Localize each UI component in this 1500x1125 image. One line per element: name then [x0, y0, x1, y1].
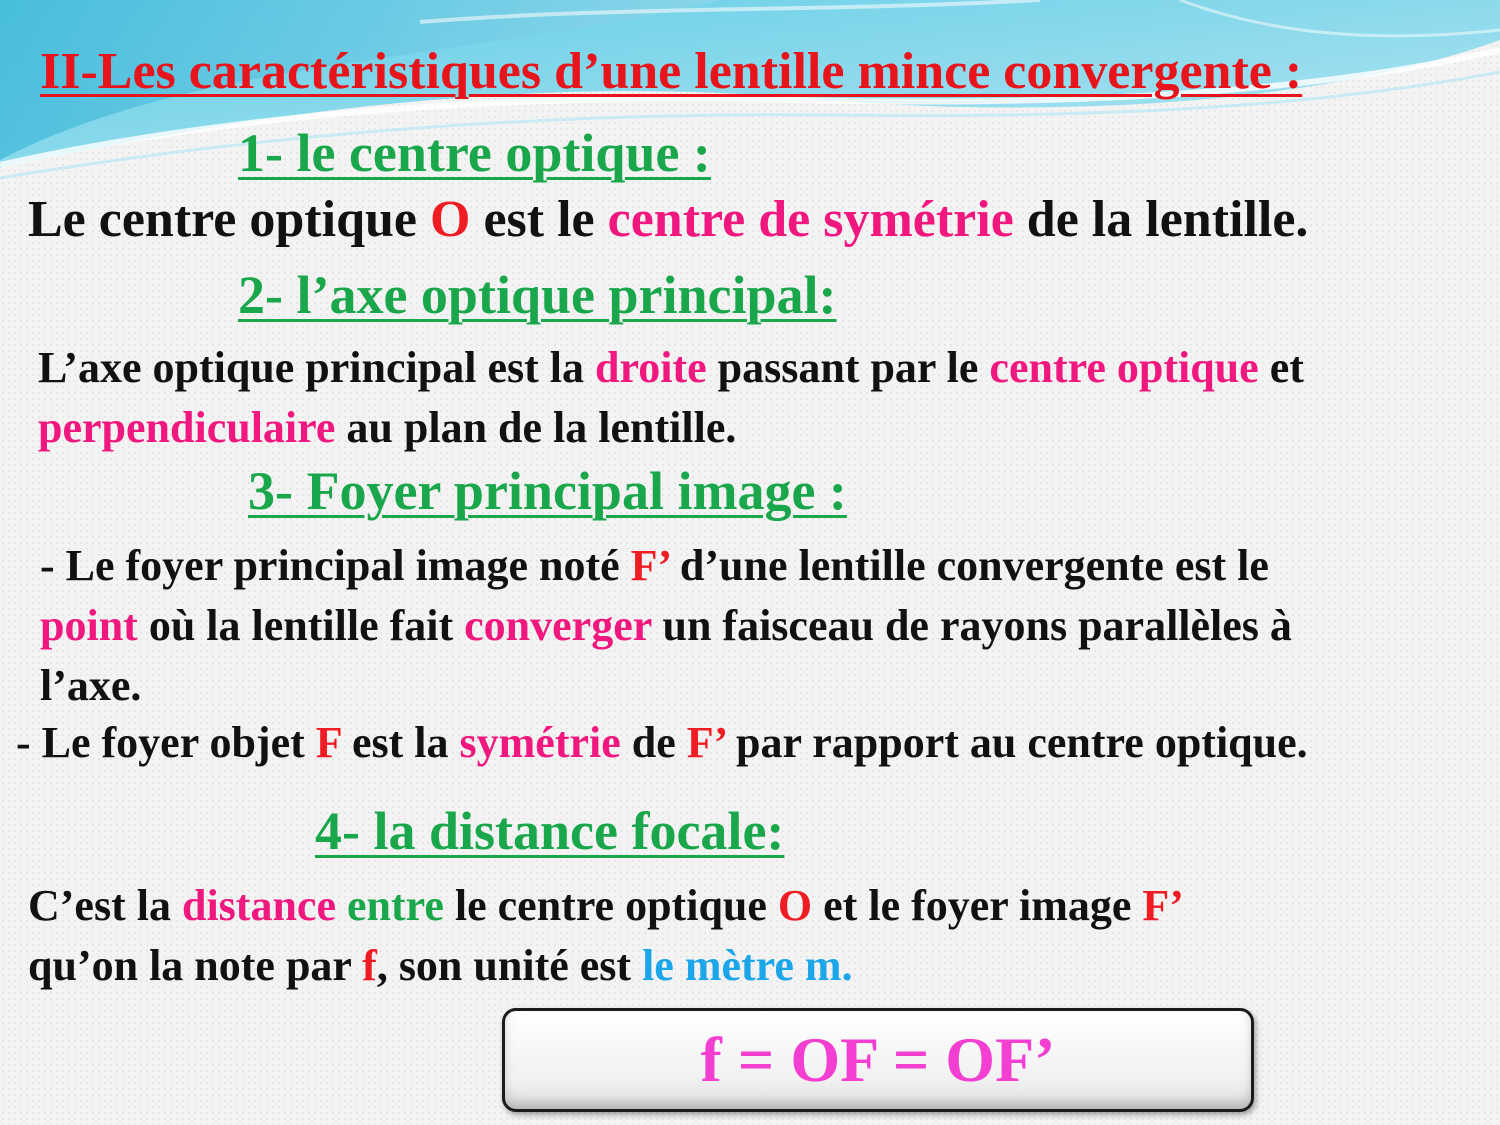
text-line — [38, 338, 1304, 398]
text-line — [40, 656, 1292, 716]
paragraph-optical-center — [28, 190, 1308, 250]
focal-length-formula: f = OF = OF’ — [700, 1024, 1056, 1095]
text-segment: - Le foyer objet — [16, 718, 316, 767]
highlighted-term: F’ — [630, 541, 669, 590]
text-segment: Le centre optique — [28, 191, 430, 248]
text-segment: - Le foyer principal image noté — [40, 541, 631, 590]
text-segment: et le foyer image — [812, 881, 1143, 930]
highlighted-term: entre — [346, 881, 444, 930]
highlighted-term: F — [315, 718, 341, 767]
highlighted-term: perpendiculaire — [38, 403, 336, 452]
formula-box — [502, 1008, 1254, 1112]
text-segment: de — [620, 718, 687, 767]
heading-optical-center: 1- le centre optique : — [238, 123, 711, 183]
highlighted-term: O — [429, 191, 471, 248]
text-segment: L’axe optique principal est la — [38, 343, 595, 392]
text-segment: qu’on la note par — [28, 941, 363, 990]
highlighted-term: le mètre m. — [642, 941, 853, 990]
highlighted-term: centre optique — [989, 343, 1259, 392]
text-segment: C’est la — [28, 881, 182, 930]
heading-image-focus: 3- Foyer principal image : — [248, 461, 847, 521]
highlighted-term: point — [40, 601, 138, 650]
highlighted-term: symétrie — [459, 718, 621, 767]
heading-principal-axis: 2- l’axe optique principal: — [238, 265, 837, 325]
text-segment: de la lentille. — [1013, 191, 1309, 248]
text-line — [40, 596, 1292, 656]
highlighted-term: O — [777, 881, 813, 930]
text-segment: au plan de la lentille. — [335, 403, 737, 452]
paragraph-image-focus — [40, 536, 1292, 716]
slide-title: II-Les caractéristiques d’une lentille mince convergente : — [40, 43, 1303, 100]
text-segment: d’une lentille convergente est le — [668, 541, 1269, 590]
highlighted-term: centre de symétrie — [607, 191, 1014, 248]
paragraph-focal-distance — [28, 876, 1184, 996]
text-segment: , son unité est — [376, 941, 643, 990]
text-segment: passant par le — [706, 343, 990, 392]
text-segment: un faisceau de rayons parallèles à — [651, 601, 1292, 650]
text-line — [38, 398, 1304, 458]
paragraph-object-focus — [16, 713, 1308, 773]
text-segment: l’axe. — [40, 661, 142, 710]
text-segment: est le — [470, 191, 608, 248]
highlighted-term: distance — [181, 881, 336, 930]
text-line — [28, 876, 1184, 936]
text-segment: par rapport au centre optique. — [725, 718, 1308, 767]
text-segment: et — [1258, 343, 1304, 392]
text-segment: où la lentille fait — [137, 601, 465, 650]
highlighted-term: converger — [464, 601, 652, 650]
highlighted-term: f — [362, 941, 377, 990]
heading-focal-distance: 4- la distance focale: — [315, 801, 785, 861]
highlighted-term: droite — [594, 343, 707, 392]
text-segment: est la — [341, 718, 460, 767]
text-line — [40, 536, 1292, 596]
paragraph-principal-axis — [38, 338, 1304, 458]
text-line — [16, 713, 1308, 773]
highlighted-term: F’ — [1142, 881, 1184, 930]
text-line — [28, 936, 1184, 996]
text-segment — [336, 881, 347, 930]
text-line — [28, 190, 1308, 250]
text-segment: le centre optique — [443, 881, 778, 930]
highlighted-term: F’ — [686, 718, 726, 767]
